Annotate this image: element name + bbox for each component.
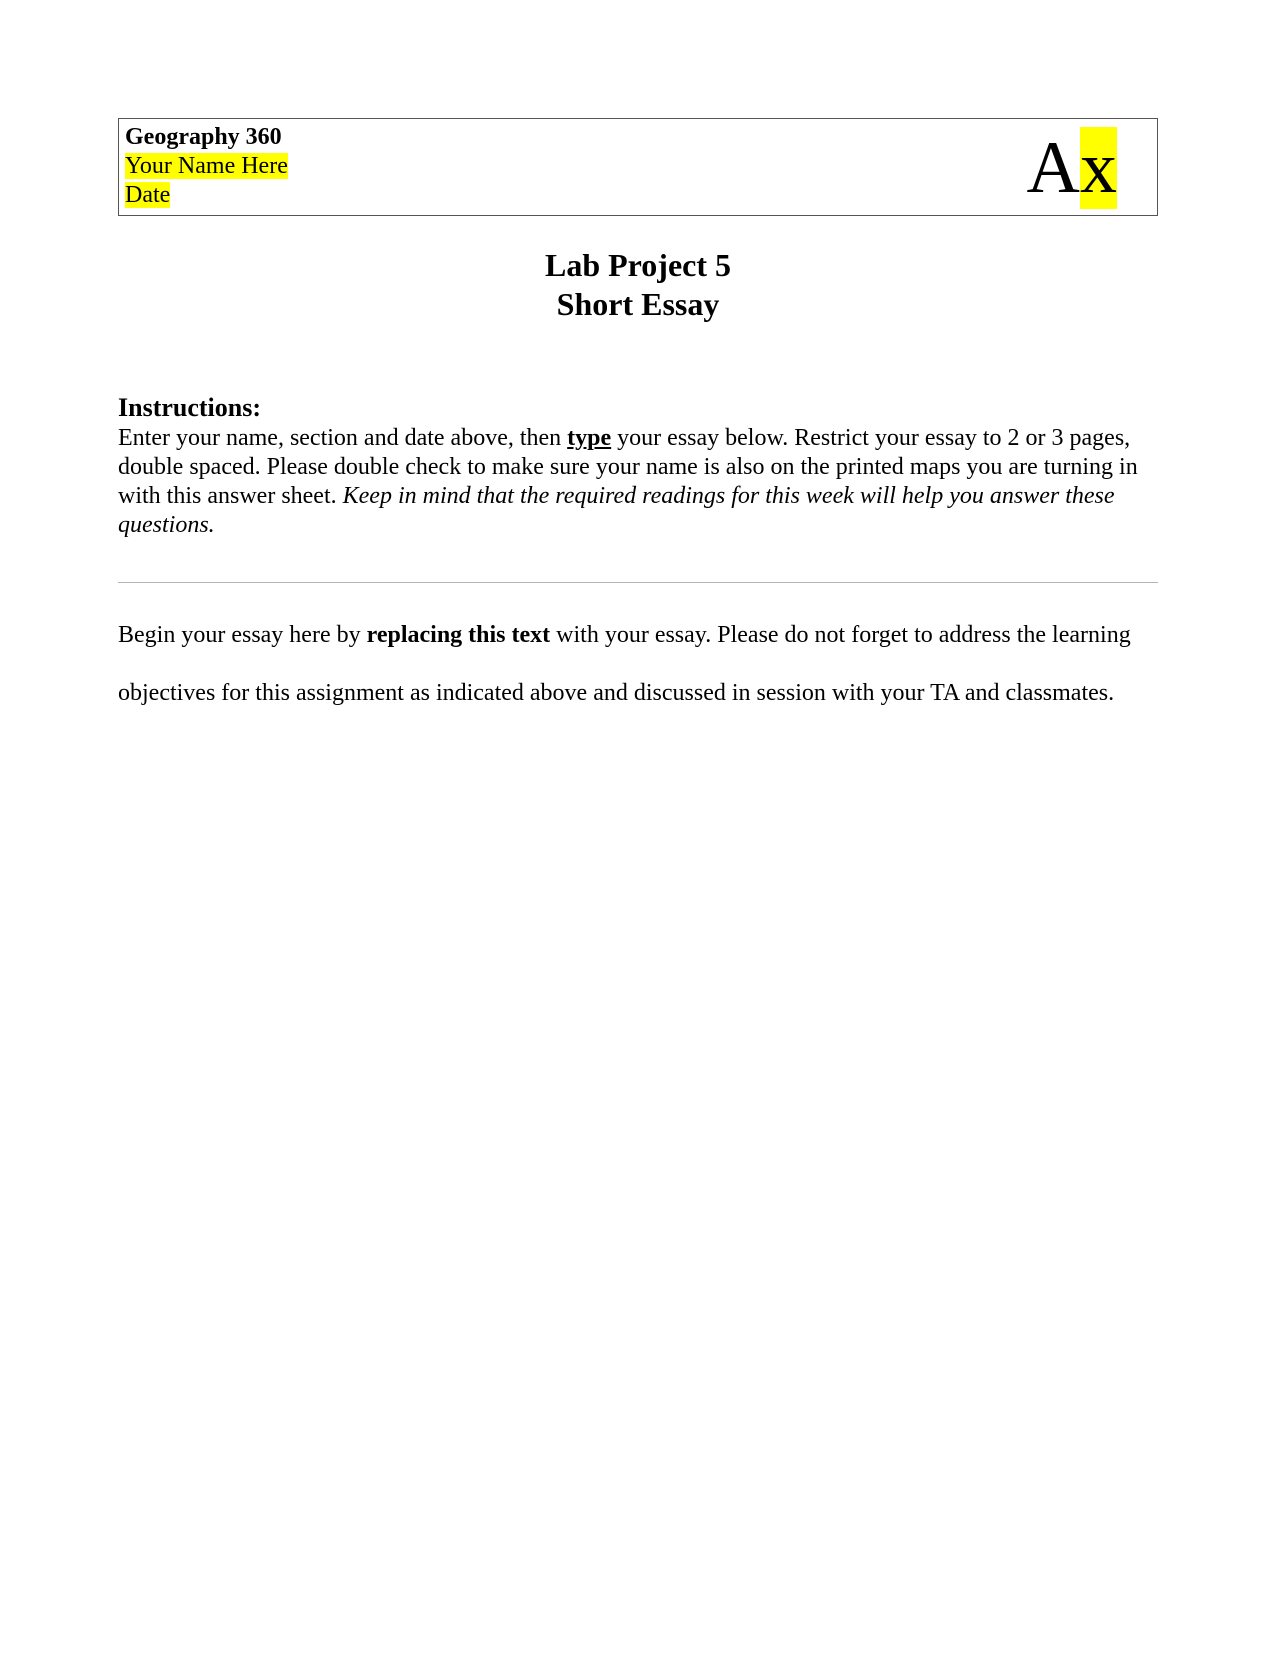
essay-text-start: Begin your essay here by	[118, 622, 367, 648]
instructions-text	[118, 424, 1158, 540]
essay-body[interactable]	[118, 606, 1158, 722]
course-title: Geography 360	[125, 124, 282, 150]
instructions-heading: Instructions:	[118, 393, 262, 422]
essay-text-end: with your essay. Please do not forget to address the learning objectives for this assignment as indicated above and discussed in session with your TA and classmates.	[118, 622, 1131, 706]
essay-bold-phrase: replacing this text	[366, 622, 551, 648]
logo-letter-a: A	[1026, 127, 1080, 209]
document-title	[118, 246, 1158, 324]
instructions-italic-note: Keep in mind that the required readings for this week will help you answer these questions.	[118, 483, 1115, 538]
instructions-section	[118, 392, 1158, 540]
title-line-1: Lab Project 5	[544, 247, 732, 283]
header-info	[125, 123, 288, 210]
date-field[interactable]: Date	[125, 182, 171, 208]
type-emphasis: type	[567, 425, 612, 451]
horizontal-divider	[118, 582, 1158, 583]
title-line-2: Short Essay	[556, 286, 720, 322]
instructions-text-start: Enter your name, section and date above, then	[118, 425, 568, 451]
logo-letter-x: x	[1080, 127, 1117, 209]
ax-logo	[1027, 125, 1117, 211]
instructions-text-middle: your essay below. Restrict your essay to 2 or 3 pages, double spaced. Please double check to make sure your name is also on the printed maps you are turning in with this answer sheet.	[118, 425, 1138, 509]
student-name-field[interactable]: Your Name Here	[125, 153, 288, 179]
header-box	[118, 118, 1158, 216]
